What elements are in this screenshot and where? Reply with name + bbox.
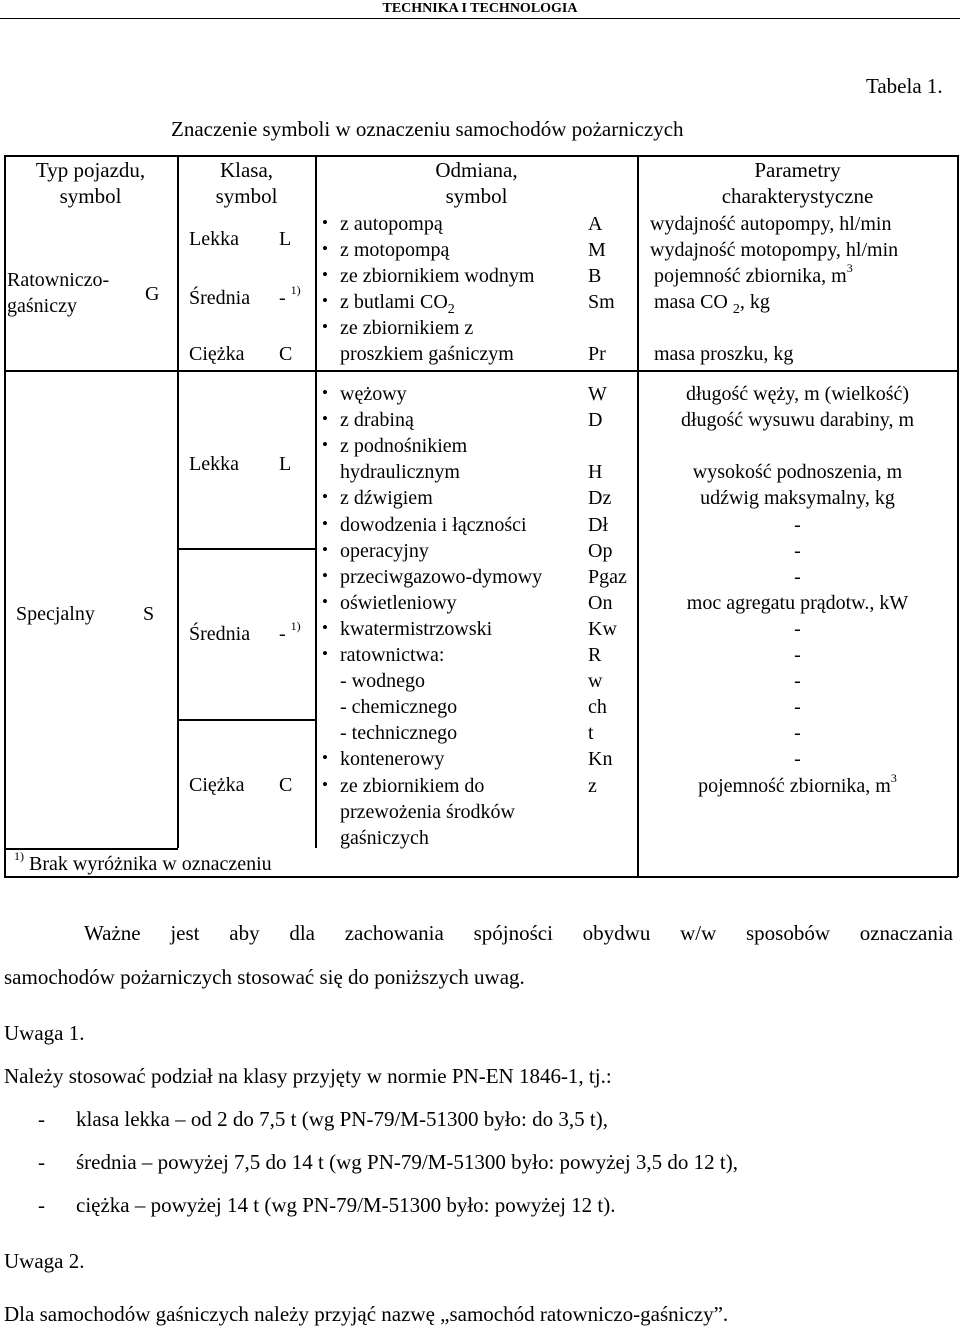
grid-mid — [4, 370, 958, 372]
footnote-mark: 1) — [290, 283, 301, 297]
g-class-ciezka-symbol: C — [279, 343, 293, 365]
s-symbol-code: R — [588, 644, 602, 666]
col-class-l2: symbol — [215, 184, 278, 208]
col-type-l1: Typ pojazdu, — [35, 158, 146, 182]
s-symbol-code: ch — [588, 696, 607, 718]
s-variant: - chemicznego — [340, 696, 458, 718]
s-param: - — [794, 696, 801, 718]
g-symbol: G — [145, 283, 160, 305]
s-symbol-code: Kw — [588, 618, 617, 640]
grid-bottom — [4, 876, 958, 878]
intro-line-1: Ważne jest aby dla zachowania spójności obydwu w/w sposobów oznaczania — [84, 921, 953, 945]
s-symbol-code: W — [588, 383, 607, 405]
g-variant-motopompa: • z motopompą — [340, 240, 449, 260]
col-params-l1: Parametry — [754, 158, 841, 182]
s-variant: • dowodzenia i łączności — [340, 515, 527, 535]
grid-s-class-div1 — [177, 548, 316, 550]
g-class-ciezka: Ciężka — [189, 343, 245, 365]
header-title: TECHNIKA I TECHNOLOGIA — [382, 1, 578, 16]
g-variant-butle-co2: • z butlami $CO_2$ — [340, 292, 455, 317]
s-symbol-code: z — [588, 775, 597, 797]
item-srednia: średnia – powyżej 7,5 do 14 t (wg PN-79/M-51300 było: powyżej 3,5 do 12 t), — [76, 1150, 739, 1174]
s-symbol-code: Dł — [588, 514, 608, 536]
s-param: - — [794, 618, 801, 640]
s-param: - — [794, 722, 801, 744]
s-param: - — [794, 644, 801, 666]
grid-footnote-divider — [4, 848, 178, 850]
uwaga-2-text: Dla samochodów gaśniczych należy przyjąć nazwę „samochód ratowniczo-gaśniczy”. — [4, 1302, 729, 1326]
grid-s-class-div2 — [177, 719, 316, 721]
g-param-motopompa: wydajność motopompy, hl/min — [650, 239, 899, 261]
g-param-masa-co2: masa CO $_2$, kg — [654, 291, 770, 317]
s-class-ciezka-symbol: C — [279, 774, 293, 796]
g-variant-proszek-l2: proszkiem gaśniczym — [340, 343, 514, 365]
s-variant: • kontenerowy — [340, 749, 444, 769]
s-param: moc agregatu prądotw., kW — [686, 592, 909, 614]
s-class-lekka-symbol: L — [279, 453, 292, 475]
s-param: długość węży, m (wielkość) — [685, 383, 910, 405]
s-variant: • operacyjny — [340, 541, 429, 561]
item-lekka: klasa lekka – od 2 do 7,5 t (wg PN-79/M-51300 było: do 3,5 t), — [76, 1107, 608, 1131]
g-param-zbiornik: pojemność zbiornika, $m^3$ — [654, 261, 853, 287]
col-params-l2: charakterystyczne — [721, 184, 874, 208]
col-variant-l2: symbol — [445, 184, 508, 208]
s-param: długość wysuwu darabiny, m — [680, 409, 915, 431]
grid-v1 — [177, 155, 179, 848]
g-sym-a: A — [588, 213, 603, 235]
uwaga-2-heading: Uwaga 2. — [4, 1249, 85, 1273]
uwaga-1-text: Należy stosować podział na klasy przyjęty w normie PN-EN 1846-1, tj.: — [4, 1064, 612, 1088]
s-variant: • przeciwgazowo-dymowy — [340, 567, 542, 587]
s-symbol-code: Op — [588, 540, 613, 562]
s-variant: • kwatermistrzowski — [340, 619, 492, 639]
footnote-mark: 1) — [290, 619, 301, 633]
s-symbol-code: w — [588, 670, 603, 692]
item-dash: - — [38, 1193, 45, 1217]
col-type-l2: symbol — [59, 184, 122, 208]
s-symbol-code: On — [588, 592, 613, 614]
g-variant-zbiornik-wodny: • ze zbiornikiem wodnym — [340, 266, 534, 286]
page-header — [0, 0, 960, 19]
s-class-srednia-symbol: - $^{1)}$ — [279, 619, 301, 645]
uwaga-1-heading: Uwaga 1. — [4, 1021, 85, 1045]
g-type-l1: Ratowniczo- — [7, 269, 110, 291]
item-dash: - — [38, 1107, 45, 1131]
s-variant: • ze zbiornikiem do — [340, 776, 484, 796]
table-label: Tabela 1. — [866, 74, 943, 98]
table-title: Znaczenie symboli w oznaczeniu samochodów pożarniczych — [171, 117, 684, 141]
s-param: - — [794, 540, 801, 562]
s-variant: • z podnośnikiem — [340, 436, 467, 456]
g-class-lekka: Lekka — [189, 228, 239, 250]
grid-v2 — [315, 155, 317, 848]
s-symbol-code: D — [588, 409, 603, 431]
s-class-srednia: Średnia — [189, 623, 251, 645]
g-sym-sm: Sm — [588, 291, 615, 313]
s-variant: • z dźwigiem — [340, 488, 433, 508]
g-param-masa-proszku: masa proszku, kg — [654, 343, 794, 365]
s-variant: - technicznego — [340, 722, 458, 744]
g-type-l2: gaśniczy — [7, 295, 77, 317]
grid-top — [4, 155, 958, 157]
g-class-srednia: Średnia — [189, 287, 251, 309]
g-sym-m: M — [588, 239, 606, 261]
s-param: wysokość podnoszenia, m — [692, 461, 903, 483]
g-sym-pr: Pr — [588, 343, 606, 365]
s-type: Specjalny — [16, 603, 95, 625]
s-param: pojemność zbiornika, $m^3$ — [698, 771, 897, 797]
s-param: udźwig maksymalny, kg — [700, 487, 895, 509]
grid-right — [957, 155, 959, 877]
g-variant-autopompa: • z autopompą — [340, 214, 443, 234]
s-symbol-code: H — [588, 461, 603, 483]
s-variant: gaśniczych — [340, 827, 429, 849]
item-dash: - — [38, 1150, 45, 1174]
s-variant: • wężowy — [340, 384, 407, 404]
item-ciezka: ciężka – powyżej 14 t (wg PN-79/M-51300 było: powyżej 12 t). — [76, 1193, 616, 1217]
s-param: - — [794, 514, 801, 536]
s-variant: • ratownictwa: — [340, 645, 444, 665]
s-symbol-code: Kn — [588, 748, 613, 770]
g-variant-proszek-l1: • ze zbiornikiem z — [340, 318, 473, 338]
s-variant: • z drabiną — [340, 410, 414, 430]
g-param-autopompa: wydajność autopompy, hl/min — [650, 213, 892, 235]
s-variant: • oświetleniowy — [340, 593, 457, 613]
g-class-srednia-symbol: - $^{1)}$ — [279, 283, 301, 309]
s-symbol: S — [143, 603, 155, 625]
s-symbol-code: Dz — [588, 487, 612, 509]
s-param: - — [794, 566, 801, 588]
s-variant: - wodnego — [340, 670, 425, 692]
s-variant: przewożenia środków — [340, 801, 515, 823]
g-sym-b: B — [588, 265, 602, 287]
intro-line-2: samochodów pożarniczych stosować się do poniższych uwag. — [4, 965, 525, 989]
s-param: - — [794, 670, 801, 692]
s-class-lekka: Lekka — [189, 453, 239, 475]
g-class-lekka-symbol: L — [279, 228, 292, 250]
s-variant: hydraulicznym — [340, 461, 460, 483]
col-class-l1: Klasa, — [219, 158, 274, 182]
s-symbol-code: Pgaz — [588, 566, 627, 588]
table-footnote: $^{1)}$ Brak wyróżnika w oznaczeniu — [14, 849, 272, 875]
s-param: - — [794, 748, 801, 770]
s-symbol-code: t — [588, 722, 594, 744]
s-class-ciezka: Ciężka — [189, 774, 245, 796]
grid-left — [4, 155, 6, 877]
col-variant-l1: Odmiana, — [435, 158, 518, 182]
